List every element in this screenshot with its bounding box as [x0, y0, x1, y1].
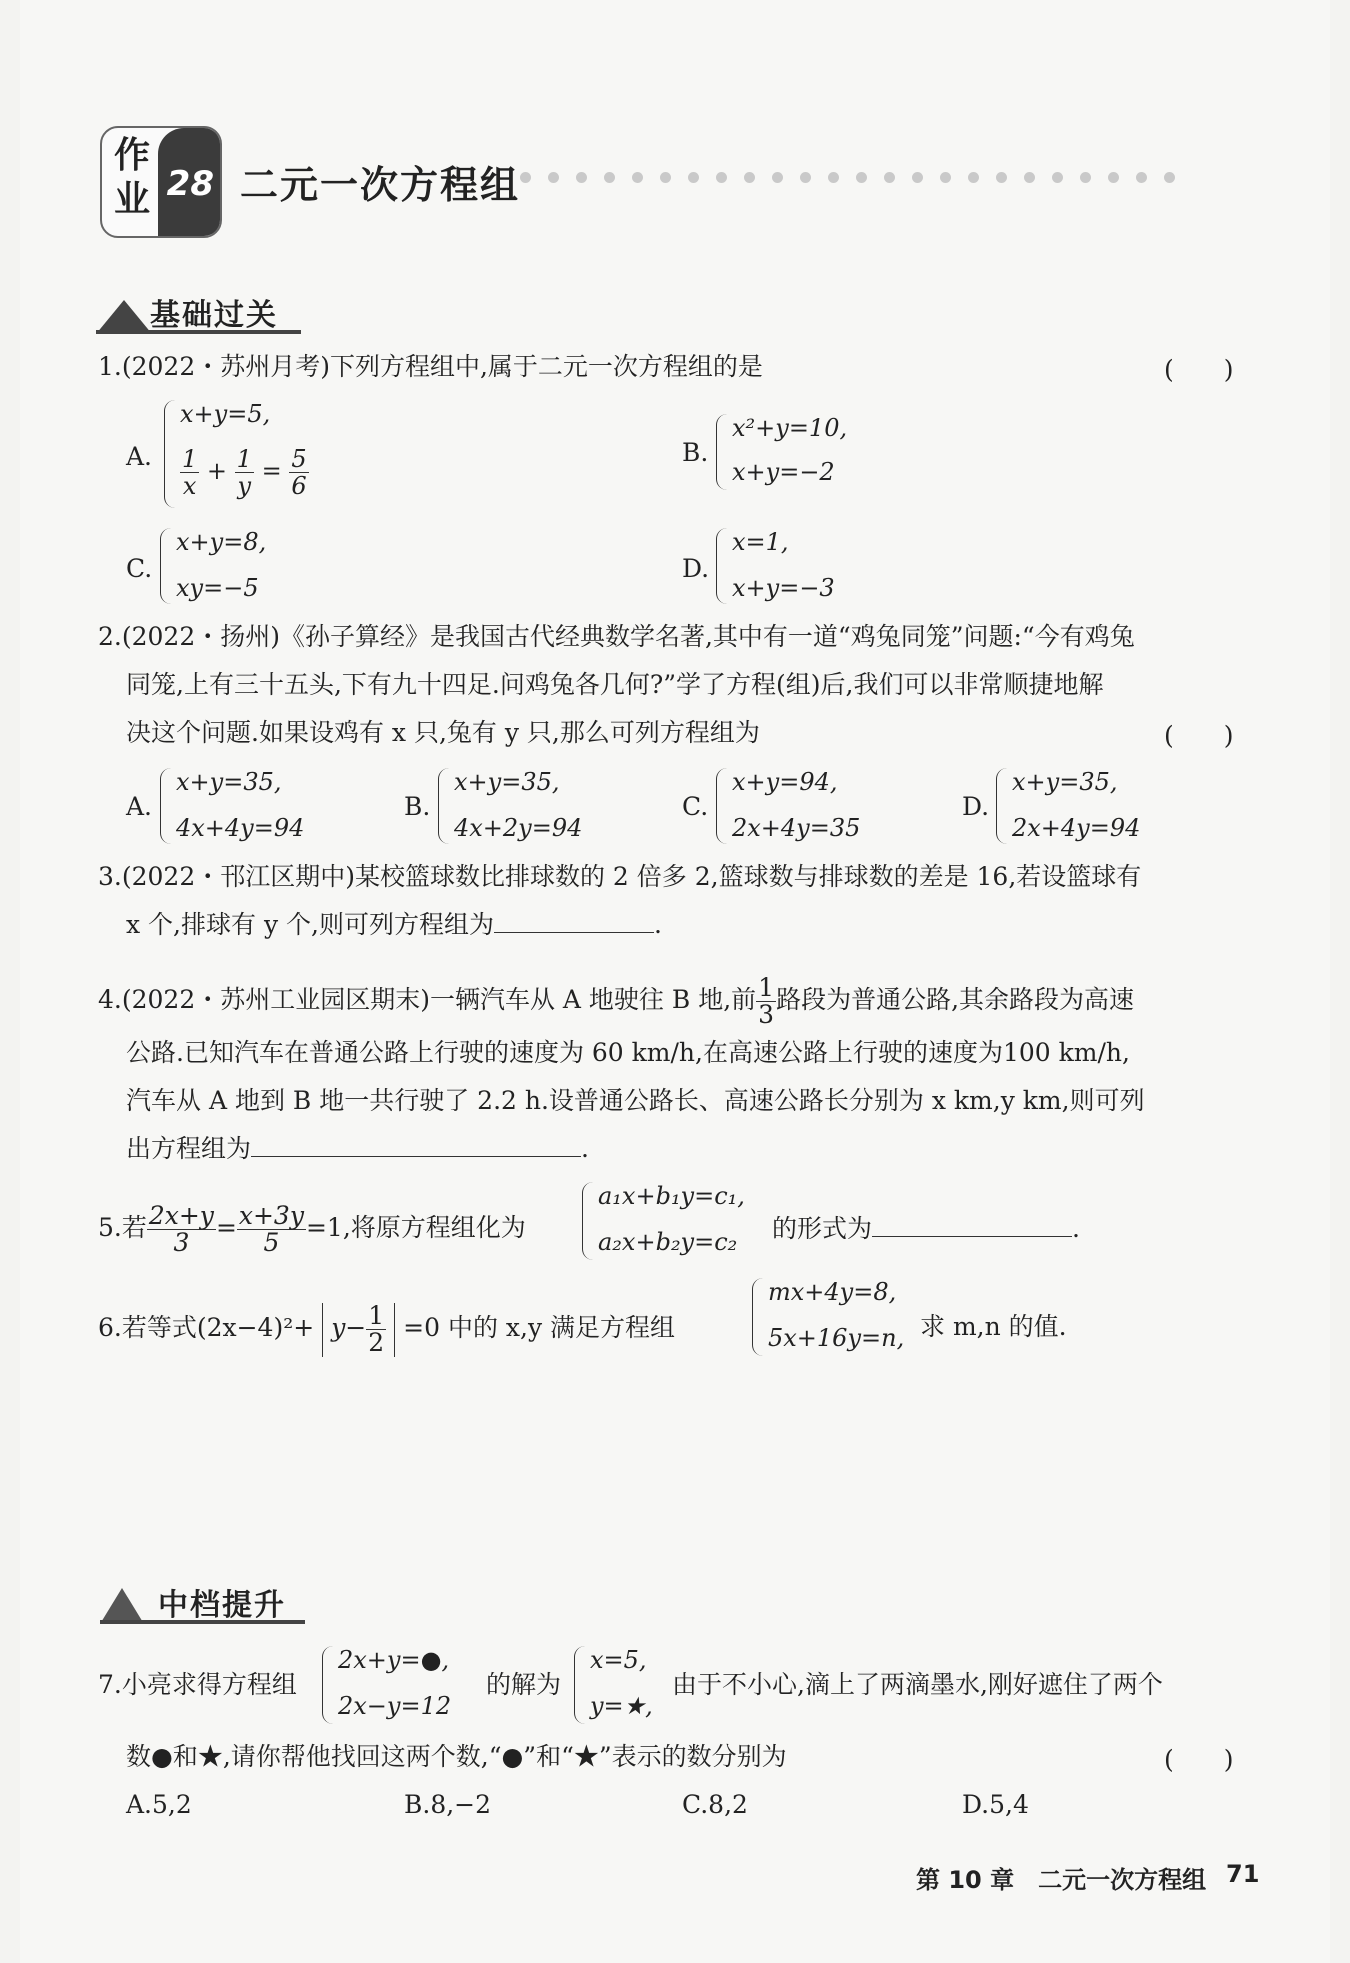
- badge-number: 28: [166, 164, 214, 204]
- q7-system: [322, 1646, 472, 1724]
- q7-line-1-start: 7.小亮求得方程组: [98, 1670, 297, 1699]
- equation-row: 2x+4y=35: [732, 814, 861, 842]
- answer-blank[interactable]: [494, 932, 654, 933]
- q1-option-b-label: B.: [682, 438, 709, 467]
- abs-bar: [322, 1303, 323, 1357]
- answer-blank[interactable]: [872, 1236, 1072, 1237]
- homework-badge: [100, 126, 222, 238]
- equation-row: x+y=−3: [732, 574, 835, 602]
- equation-row: 4x+2y=94: [454, 814, 583, 842]
- equation-row: 2x−y=12: [338, 1692, 452, 1720]
- section-title: 基础过关: [150, 298, 278, 333]
- q2-option-d-label: D.: [962, 792, 990, 821]
- q7-line-2: 数●和★,请你帮他找回这两个数,“●”和“★”表示的数分别为: [126, 1742, 787, 1771]
- triangle-icon: [96, 300, 152, 334]
- badge-label: 作 业: [113, 135, 150, 220]
- section-banner-mid: [100, 1580, 310, 1624]
- q1-option-d-system: [716, 528, 856, 604]
- q6-line: 6.若等式(2x−4)²+ y− $\frac{1}{2}$ =0 中的 x,y 满足方程组: [98, 1301, 676, 1357]
- equation-row: x=5,: [590, 1646, 647, 1674]
- section-title: 中档提升: [158, 1588, 286, 1623]
- equation-row: $\frac{1}{x}$ + $\frac{1}{y}$ = $\frac{5}{6}$: [182, 445, 307, 500]
- q2-option-a-label: A.: [126, 792, 153, 821]
- q7-option-d: D.5,4: [962, 1790, 1029, 1819]
- answer-blank[interactable]: [251, 1156, 581, 1157]
- equation-row: a₁x+b₁y=c₁,: [598, 1182, 745, 1210]
- section-banner-basic: [96, 290, 306, 334]
- brace: [164, 400, 175, 508]
- q7-option-b: B.8,−2: [404, 1790, 492, 1819]
- answer-paren: ( ): [1164, 1745, 1234, 1774]
- equation-row: a₂x+b₂y=c₂: [598, 1228, 738, 1256]
- q7-option-a: A.5,2: [126, 1790, 192, 1819]
- q1-option-d-label: D.: [682, 554, 710, 583]
- answer-paren: ( ): [1164, 721, 1234, 750]
- equation-row: y=★,: [590, 1692, 653, 1720]
- q2-option-c-system: [716, 768, 876, 844]
- dotted-rule: [520, 172, 1175, 183]
- q4-line-2: 公路.已知汽车在普通公路上行驶的速度为 60 km/h,在高速公路上行驶的速度为100 km/h,: [126, 1038, 1130, 1067]
- q7-option-c: C.8,2: [682, 1790, 748, 1819]
- equation-row: x²+y=10,: [732, 414, 848, 442]
- q2-option-d-system: [996, 768, 1156, 844]
- q6-system: [752, 1278, 912, 1356]
- q4-line-1: 4.(2022・苏州工业园区期末)一辆汽车从 A 地驶往 B 地,前 $\frac{1}{3}$ 路段为普通公路,其余路段为高速: [98, 973, 1135, 1029]
- equation-row: x+y=35,: [1012, 768, 1118, 796]
- q1-stem: 1.(2022・苏州月考)下列方程组中,属于二元一次方程组的是: [98, 352, 763, 381]
- q4-line-3: 汽车从 A 地到 B 地一共行驶了 2.2 h.设普通公路长、高速公路长分别为 x km,y km,则可列: [126, 1086, 1145, 1115]
- q6-tail: 求 m,n 的值.: [920, 1312, 1067, 1341]
- equation-row: 4x+4y=94: [176, 814, 305, 842]
- equation-row: 2x+4y=94: [1012, 814, 1141, 842]
- q7-solution-system: [574, 1646, 664, 1724]
- q3-line-2: x 个,排球有 y 个,则可列方程组为 .: [126, 910, 662, 939]
- q1-option-c-system: [160, 528, 300, 604]
- q1-option-a-system: [164, 400, 324, 508]
- equation-row: x=1,: [732, 528, 789, 556]
- q2-line-2: 同笼,上有三十五头,下有九十四足.问鸡兔各几何?”学了方程(组)后,我们可以非常顺捷地解: [126, 670, 1104, 699]
- q5-tail: 的形式为 .: [772, 1214, 1080, 1243]
- q1-option-c-label: C.: [126, 554, 153, 583]
- equation-row: 5x+16y=n,: [768, 1324, 905, 1352]
- equation-row: x+y=−2: [732, 458, 835, 486]
- equation-row: x+y=35,: [176, 768, 282, 796]
- q1-option-b-system: [716, 414, 876, 490]
- equation-row: 2x+y=●,: [338, 1646, 450, 1674]
- q5-general-system: [582, 1182, 762, 1260]
- q4-line-4: 出方程组为 .: [126, 1134, 589, 1163]
- q2-option-c-label: C.: [682, 792, 709, 821]
- q2-option-b-label: B.: [404, 792, 431, 821]
- q7-line-1-mid: 的解为: [486, 1670, 562, 1699]
- q2-option-a-system: [160, 768, 320, 844]
- q2-option-b-system: [438, 768, 598, 844]
- equation-row: x+y=35,: [454, 768, 560, 796]
- q5-line: 5.若 $\frac{2x+y}{3}$ = $\frac{x+3y}{5}$ =1,将原方程组化为: [98, 1201, 526, 1257]
- equation-row: x+y=5,: [180, 400, 271, 428]
- shape-icon: [100, 1588, 144, 1624]
- page-number: 71: [1226, 1860, 1260, 1888]
- answer-paren: ( ): [1164, 355, 1234, 384]
- q7-line-1-end: 由于不小心,滴上了两滴墨水,刚好遮住了两个: [672, 1670, 1163, 1699]
- chapter-footer: 第 10 章 二元一次方程组: [916, 1866, 1207, 1894]
- q2-line-1: 2.(2022・扬州)《孙子算经》是我国古代经典数学名著,其中有一道“鸡兔同笼”问题:“今有鸡兔: [98, 622, 1135, 651]
- equation-row: x+y=94,: [732, 768, 838, 796]
- equation-row: x+y=8,: [176, 528, 267, 556]
- abs-bar: [394, 1303, 395, 1357]
- page-title: 二元一次方程组: [240, 163, 521, 207]
- equation-row: mx+4y=8,: [768, 1278, 897, 1306]
- q2-line-3: 决这个问题.如果设鸡有 x 只,兔有 y 只,那么可列方程组为: [126, 718, 760, 747]
- q1-option-a-label: A.: [126, 442, 153, 471]
- q3-line-1: 3.(2022・邗江区期中)某校篮球数比排球数的 2 倍多 2,篮球数与排球数的差是 16,若设篮球有: [98, 862, 1142, 891]
- equation-row: xy=−5: [176, 574, 259, 602]
